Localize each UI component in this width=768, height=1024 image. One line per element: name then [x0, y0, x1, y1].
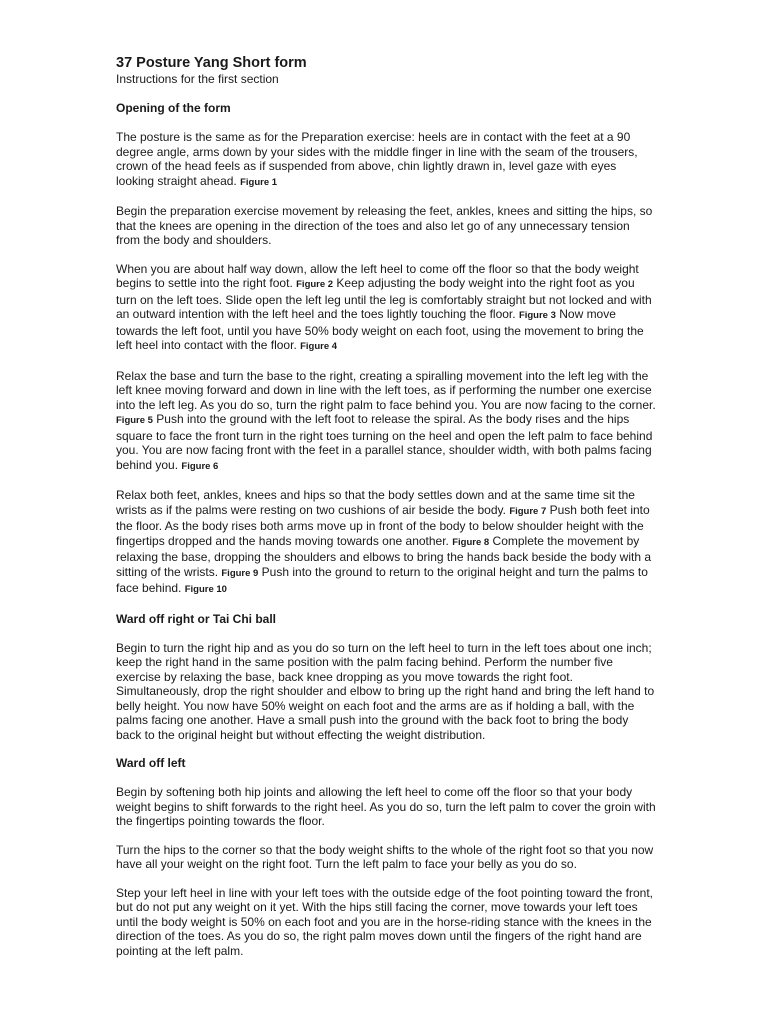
- body-paragraph: [116, 130, 656, 190]
- figure-reference: Figure 2: [296, 279, 334, 290]
- figure-reference: Figure 4: [300, 341, 338, 352]
- body-paragraph: [116, 262, 656, 355]
- paragraph-text: Complete the movement by relaxing the base, dropping the shoulders and elbows to bring the hands back beside the body with a sitting of the wrists.: [116, 533, 652, 579]
- section-heading: Ward off right or Tai Chi ball: [116, 611, 276, 626]
- figure-reference: Figure 3: [518, 310, 556, 321]
- paragraph-text: When you are about half way down, allow the left heel to come off the floor so that the body weight begins to settle into the right foot.: [116, 261, 639, 290]
- paragraph-text: The posture is the same as for the Preparation exercise: heels are in contact with the feet at a 90 degree angle, arms down by your sides with the middle finger in line with the seam of the trousers, crown of the head feels as if suspended from above, chin lightly drawn in, level gaze with eyes looking straight ahead.: [116, 130, 638, 188]
- body-paragraph: [116, 641, 656, 743]
- paragraph-text: Relax both feet, ankles, knees and hips so that the body settles down and at the same time sit the wrists as if the palms were resting on two cushions of air beside the body.: [116, 488, 635, 517]
- figure-reference: Figure 10: [184, 584, 227, 595]
- paragraph-text: Now move towards the left foot, until you have 50% body weight on each foot, using the movement to bring the left heel into contact with the floor.: [116, 307, 644, 352]
- section-heading: Ward off left: [116, 756, 186, 770]
- paragraph-text: Relax the base and turn the base to the right, creating a spiralling movement into the left leg with the left knee moving forward and down in line with the left toes, as if performing the number one exercise into the left leg. As you do so, turn the right palm to face behind you. You are now facing to the corner.: [116, 368, 656, 412]
- figure-reference: Figure 9: [221, 567, 259, 579]
- paragraph-text: Begin the preparation exercise movement by releasing the feet, ankles, knees and sitting the hips, so that the knees are opening in the direction of the toes and also let go of any unnecessary tension from the body and shoulders.: [116, 204, 653, 247]
- paragraph-text: Begin to turn the right hip and as you do so turn on the left heel to turn in the left toes about one inch; keep the right hand in the same position with the palm facing behind. Perform the number five exercise by relaxing the base, back knee dropping as you move towards the right foot. Simultaneously, drop the right shoulder and elbow to bring up the right hand and bring the left hand to belly height. You now have 50% weight on each foot and the arms are as if holding a ball, with the palms facing one another. Have a small push into the ground with the back foot to bring the body back to the original height but without effecting the weight distribution.: [116, 640, 655, 742]
- body-paragraph: [116, 204, 656, 248]
- document-section: [116, 101, 656, 598]
- paragraph-text: Turn the hips to the corner so that the body weight shifts to the whole of the right foot so that you now have all your weight on the right foot. Turn the left palm to face your belly as you do so.: [116, 842, 654, 871]
- document-subtitle: Instructions for the first section: [116, 72, 279, 86]
- document-body: [116, 101, 656, 958]
- paragraph-text: Step your left heel in line with your left toes with the outside edge of the foot pointing toward the front, but do not put any weight on it yet. With the hips still facing the corner, move towards your left toes until the body weight is 50% on each foot and you are in the horse-riding stance with the knees in the direction of the toes. As you do so, the right palm moves down until the fingers of the right hand are pointing at the left palm.: [116, 885, 653, 958]
- paragraph-text: Begin by softening both hip joints and allowing the left heel to come off the floor so that your body weight begins to shift forwards to the right heel. As you do so, turn the left palm to cover the groin with the fingertips pointing towards the floor.: [116, 785, 656, 828]
- document-section: [116, 612, 656, 743]
- body-paragraph: [116, 785, 656, 829]
- figure-reference: Figure 7: [509, 505, 547, 517]
- document-section: [116, 756, 656, 958]
- figure-reference: Figure 1: [240, 176, 278, 188]
- paragraph-text: Push into the ground to return to the original height and turn the palms to face behind.: [116, 564, 648, 595]
- paragraph-text: Push into the ground with the left foot to release the spiral. As the body rises and the hips square to face the front turn in the right toes turning on the heel and open the left palm to face behind you. You are now facing front with the feet in a parallel stance, shoulder width, with both palms facing behind you.: [116, 412, 653, 472]
- body-paragraph: [116, 488, 656, 598]
- document-page: [116, 55, 656, 972]
- body-paragraph: [116, 843, 656, 872]
- paragraph-text: Push both feet into the floor. As the body rises both arms move up in front of the body to below shoulder height with the fingertips dropped and the hands moving towards one another.: [116, 502, 650, 548]
- body-paragraph: [116, 369, 656, 475]
- section-heading: Opening of the form: [116, 101, 231, 115]
- figure-reference: Figure 8: [452, 536, 490, 548]
- figure-reference: Figure 5: [116, 415, 153, 426]
- document-title: 37 Posture Yang Short form: [116, 55, 307, 71]
- paragraph-text: Keep adjusting the body weight into the right foot as you turn on the left toes. Slide open the left leg until the leg is comfortably straight but not locked and with an outward intention with the left heel and the toes lightly touching the floor.: [116, 276, 652, 321]
- body-paragraph: [116, 886, 656, 959]
- figure-reference: Figure 6: [181, 460, 219, 472]
